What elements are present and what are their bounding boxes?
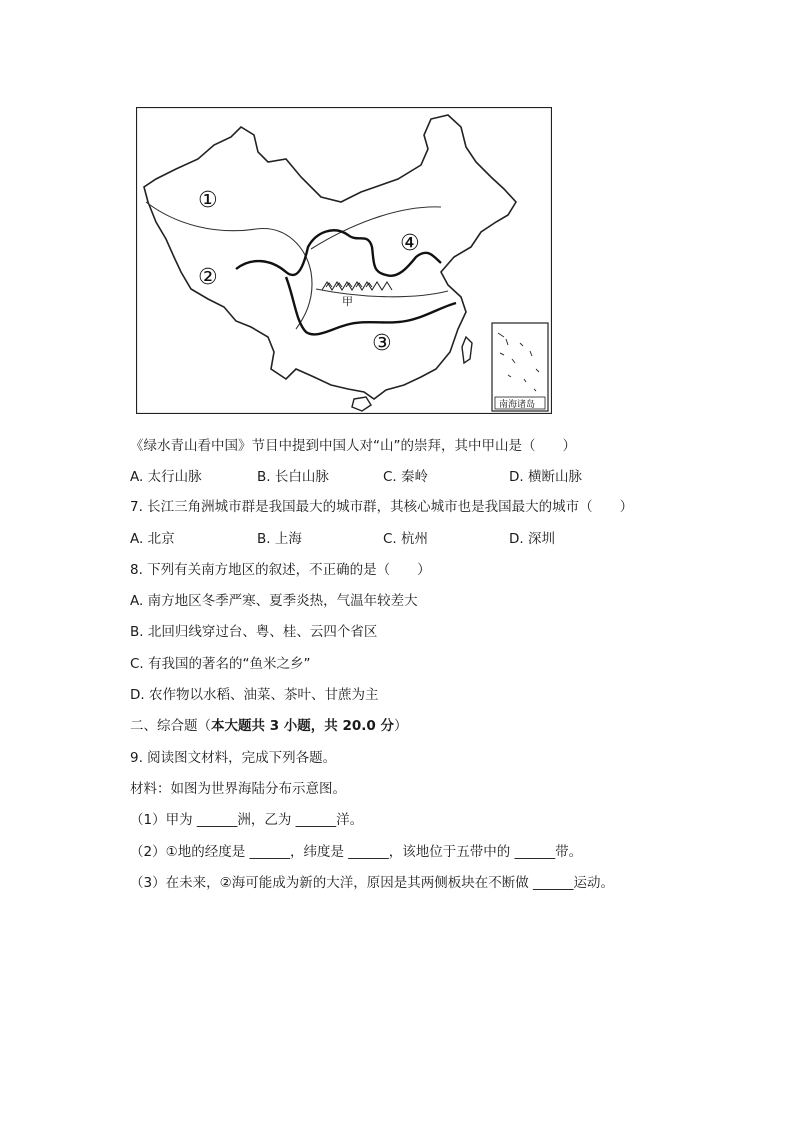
region-label-2: ② <box>198 265 218 290</box>
region-label-1: ① <box>198 188 218 213</box>
q6-option-a: A. 太行山脉 <box>130 469 202 485</box>
question-7-stem: 7. 长江三角洲城市群是我国最大的城市群，其核心城市也是我国最大的城市（ ） <box>130 499 634 515</box>
q6-option-d: D. 横断山脉 <box>509 469 582 485</box>
q9-sub-question-3: （3）在未来，②海可能成为新的大洋，原因是其两侧板块在不断做 ______运动。 <box>130 875 614 891</box>
section-2-suffix: ） <box>394 718 408 734</box>
question-9-stem: 9. 阅读图文材料，完成下列各题。 <box>130 750 337 766</box>
section-2-heading <box>130 717 408 735</box>
inset-label: 南海诸岛 <box>499 400 536 410</box>
q9-sub-question-2: （2）①地的经度是 ______，纬度是 ______，该地位于五带中的 ______带。 <box>130 844 583 860</box>
mountain-label: 甲 <box>342 295 353 308</box>
region-label-3: ③ <box>372 331 392 356</box>
q8-option-d: D. 农作物以水稻、油菜、茶叶、甘蔗为主 <box>130 687 379 703</box>
q8-option-a: A. 南方地区冬季严寒、夏季炎热，气温年较差大 <box>130 593 418 609</box>
q8-option-b: B. 北回归线穿过台、粤、桂、云四个省区 <box>130 624 378 640</box>
question-6-stem: 《绿水青山看中国》节目中提到中国人对“山”的崇拜，其中甲山是（ ） <box>130 438 576 454</box>
q7-option-b: B. 上海 <box>257 531 302 547</box>
q6-option-c: C. 秦岭 <box>383 469 429 485</box>
q7-option-a: A. 北京 <box>130 531 175 547</box>
q7-option-c: C. 杭州 <box>383 531 429 547</box>
south-china-sea-inset <box>492 323 548 411</box>
region-label-4: ④ <box>400 231 420 256</box>
q7-option-d: D. 深圳 <box>509 531 555 547</box>
map-frame <box>137 108 552 414</box>
china-region-map <box>136 107 552 414</box>
q9-material: 材料：如图为世界海陆分布示意图。 <box>130 781 346 797</box>
q6-option-b: B. 长白山脉 <box>257 469 329 485</box>
q8-option-c: C. 有我国的著名的“鱼米之乡” <box>130 656 311 672</box>
q9-sub-question-1: （1）甲为 ______洲，乙为 ______洋。 <box>130 812 364 828</box>
section-2-prefix: 二、综合题（ <box>130 718 211 734</box>
section-2-detail: 本大题共 3 小题，共 20.0 分 <box>211 718 395 734</box>
question-8-stem: 8. 下列有关南方地区的叙述，不正确的是（ ） <box>130 562 431 578</box>
